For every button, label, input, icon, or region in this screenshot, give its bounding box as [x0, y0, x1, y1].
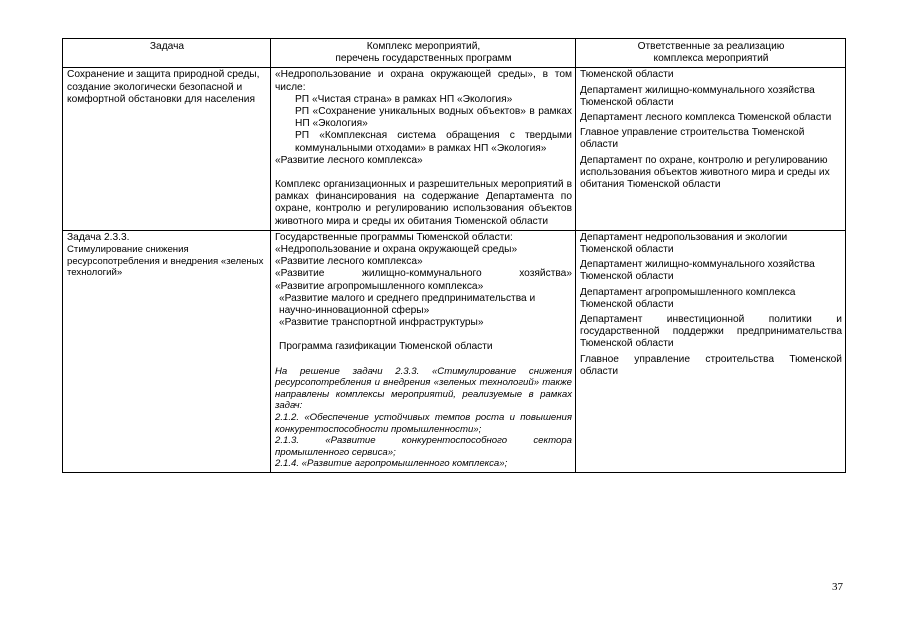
- responsible-cell: Департамент недропользования и экологии Тюменской области Департамент жилищно-коммунального хозяйства Тюменской области Департамент агропромышленного комплекса Тюменской области Департамент инвестиционной политики и государственной поддержки предпринимательства Тюменской области Главное управление строительства Тюменской области: [576, 230, 846, 472]
- task-cell: Сохранение и защита природной среды, создание экологически безопасной и комфортной обстановки для населения: [63, 68, 271, 230]
- responsible-cell: Тюменской области Департамент жилищно-коммунального хозяйства Тюменской области Департамент лесного комплекса Тюменской области Главное управление строительства Тюменской области Департамент по охране, контролю и регулированию использования объектов животного мира и среды их обитания Тюменской области: [576, 68, 846, 230]
- document-page: [62, 38, 845, 473]
- measures-cell: Государственные программы Тюменской области: «Недропользование и охрана окружающей среды» «Развитие лесного комплекса» «Развитие жилищно-коммунального хозяйства» «Развитие агропромышленного комплекса» «Развитие малого и среднего предпринимательства и научно-инновационной сферы» «Развитие транспортной инфраструктуры» Программа газификации Тюменской области На решение задачи 2.3.3. «Стимулирование снижения ресурсопотребления и внедрения «зеленых технологий» также направлены комплексы мероприятий, реализуемые в рамках задач: 2.1.2. «Обеспечение устойчивых темпов роста и повышения конкурентоспособности промышленности»; 2.1.3. «Развитие конкурентоспособного сектора промышленного сервиса»; 2.1.4. «Развитие агропромышленного комплекса»;: [271, 230, 576, 472]
- header-measures: Комплекс мероприятий, перечень государственных программ: [271, 39, 576, 68]
- measures-cell: «Недропользование и охрана окружающей среды», в том числе: РП «Чистая страна» в рамках НП «Экология» РП «Сохранение уникальных водных объектов» в рамках НП «Экология» РП «Комплексная система обращения с твердыми коммунальными отходами» в рамках НП «Экология» «Развитие лесного комплекса» Комплекс организационных и разрешительных мероприятий в рамках финансирования на содержание Департамента по охране, контролю и регулированию использования объектов животного мира и среды их обитания Тюменской области: [271, 68, 576, 230]
- table-row: [63, 230, 846, 472]
- table-header-row: [63, 39, 846, 68]
- table-row: [63, 68, 846, 230]
- header-task: Задача: [63, 39, 271, 68]
- header-responsible: Ответственные за реализацию комплекса мероприятий: [576, 39, 846, 68]
- measures-table: [62, 38, 846, 473]
- task-cell: Задача 2.3.3. Стимулирование снижения ресурсопотребления и внедрения «зеленых технологий»: [63, 230, 271, 472]
- page-number: 37: [832, 581, 843, 593]
